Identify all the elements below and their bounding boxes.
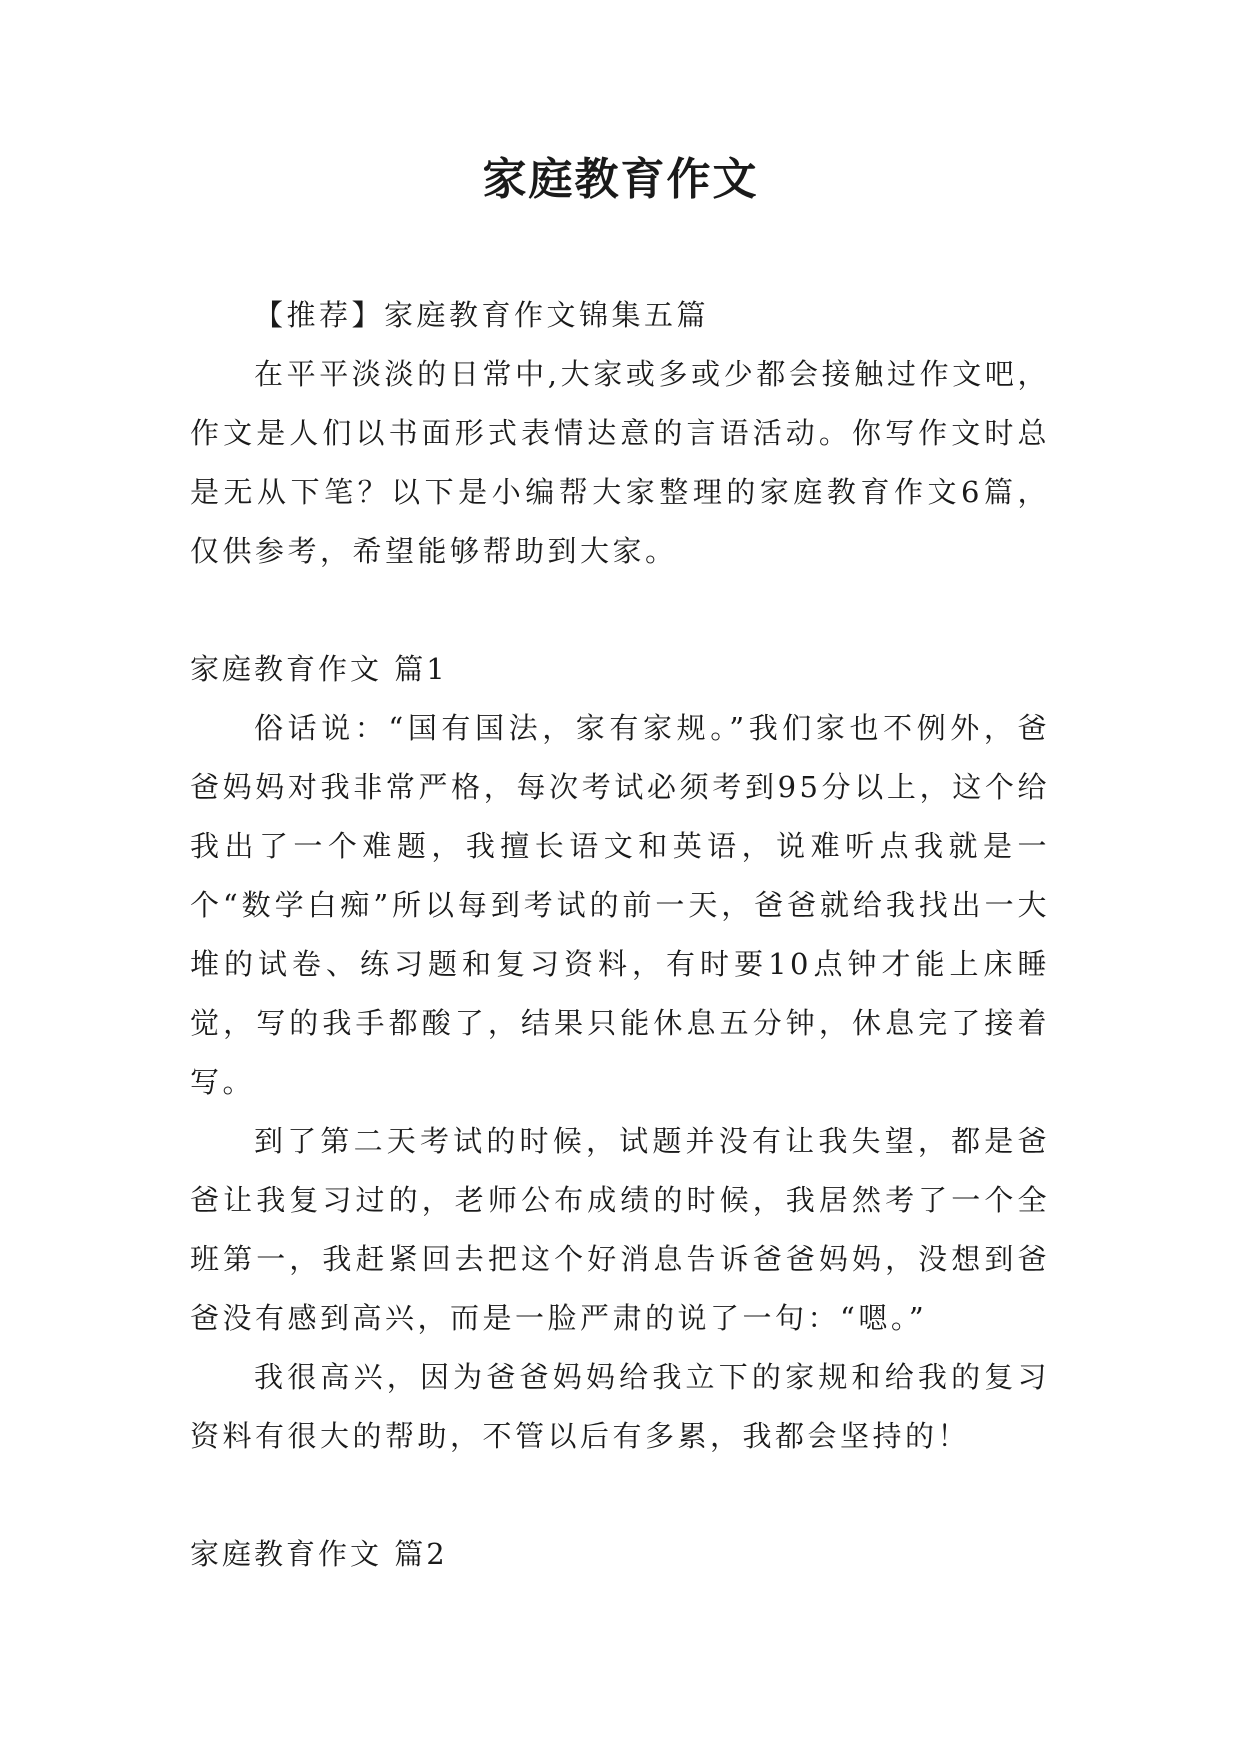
essay-1-paragraph-1: 俗话说：“国有国法，家有家规。”我们家也不例外，爸爸妈妈对我非常严格，每次考试必须考到95分以上，这个给我出了一个难题，我擅长语文和英语，说难听点我就是一个“数学白痴”所以每到考试的前一天，爸爸就给我找出一大堆的试卷、练习题和复习资料，有时要10点钟才能上床睡觉，写的我手都酸了，结果只能休息五分钟，休息完了接着写。 <box>190 711 1050 1099</box>
essay-1-heading: 家庭教育作文 篇1 <box>190 652 448 686</box>
document-body <box>190 286 1050 1584</box>
essay-1-paragraph-2: 到了第二天考试的时候，试题并没有让我失望，都是爸爸让我复习过的，老师公布成绩的时候，我居然考了一个全班第一，我赶紧回去把这个好消息告诉爸爸妈妈，没想到爸爸没有感到高兴，而是一脸严肃的说了一句：“嗯。” <box>190 1124 1050 1335</box>
section-gap <box>190 581 1050 640</box>
section-gap <box>190 1466 1050 1525</box>
intro-paragraph: 在平平淡淡的日常中,大家或多或少都会接触过作文吧，作文是人们以书面形式表情达意的言语活动。你写作文时总是无从下笔？以下是小编帮大家整理的家庭教育作文6篇，仅供参考，希望能够帮助到大家。 <box>190 357 1050 568</box>
document-title: 家庭教育作文 <box>482 154 759 205</box>
essay-1-paragraph-3: 我很高兴，因为爸爸妈妈给我立下的家规和给我的复习资料有很大的帮助，不管以后有多累，我都会坚持的！ <box>190 1360 1050 1453</box>
essay-2-heading: 家庭教育作文 篇2 <box>190 1537 448 1571</box>
recommend-line: 【推荐】家庭教育作文锦集五篇 <box>254 298 710 332</box>
